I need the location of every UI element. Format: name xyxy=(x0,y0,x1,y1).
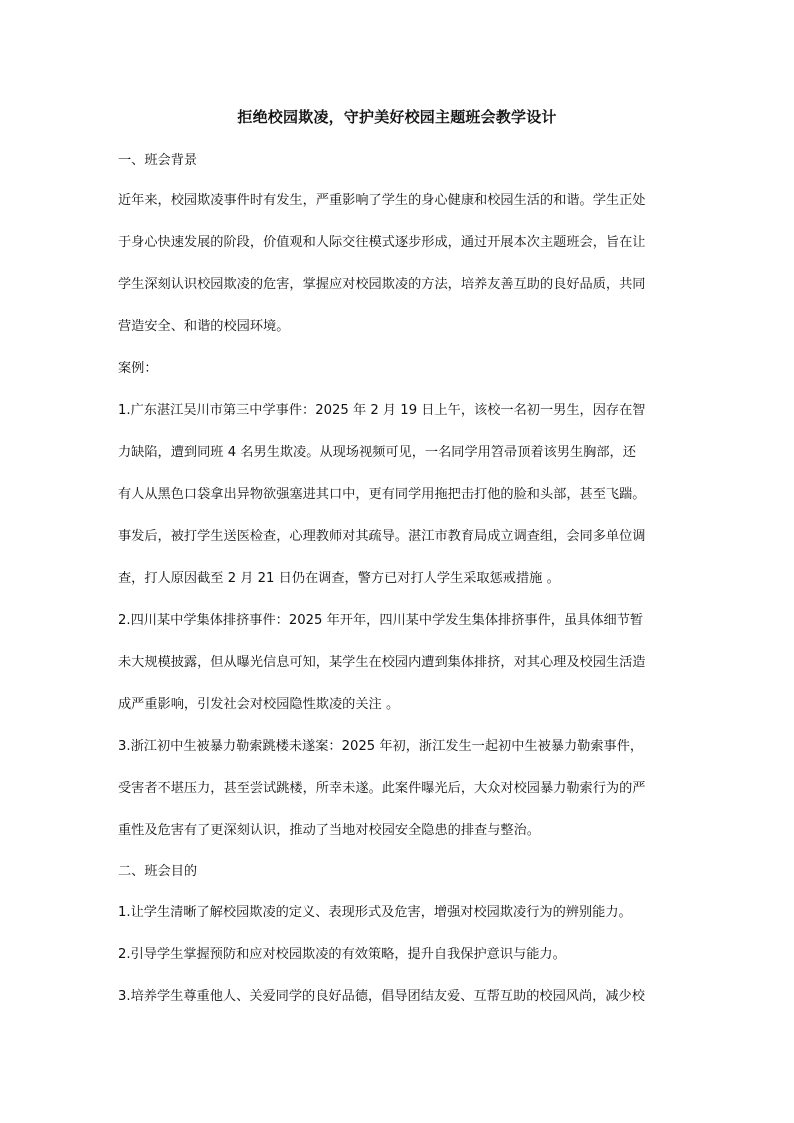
goal-item: 1.让学生清晰了解校园欺凌的定义、表现形式及危害，增强对校园欺凌行为的辨别能力。 xyxy=(118,905,632,920)
section-heading-goals: 二、班会目的 xyxy=(118,864,198,879)
case-line: 查，打人原因截至 2 月 21 日仍在调查，警方已对打人学生采取惩戒措施 。 xyxy=(118,571,560,586)
case-line: 有人从黑色口袋拿出异物欲强塞进其口中，更有同学用拖把击打他的脸和头部，甚至飞踹。 xyxy=(118,487,646,502)
paragraph-line: 近年来，校园欺凌事件时有发生，严重影响了学生的身心健康和校园生活的和谐。学生正处 xyxy=(118,193,646,208)
paragraph-line: 于身心快速发展的阶段，价值观和人际交往模式逐步形成，通过开展本次主题班会，旨在让 xyxy=(118,235,646,250)
case-line: 2.四川某中学集体排挤事件：2025 年开年，四川某中学发生集体排挤事件，虽具体细节暂 xyxy=(118,613,644,628)
goal-item: 3.培养学生尊重他人、关爱同学的良好品德，倡导团结友爱、互帮互助的校园风尚，减少校 xyxy=(118,989,645,1004)
case-line: 成严重影响，引发社会对校园隐性欺凌的关注 。 xyxy=(118,697,400,712)
paragraph-line: 营造安全、和谐的校园环境。 xyxy=(118,319,290,334)
document-title: 拒绝校园欺凌，守护美好校园主题班会教学设计 xyxy=(237,108,557,126)
case-line: 事发后，被打学生送医检查，心理教师对其疏导。湛江市教育局成立调查组，会同多单位调 xyxy=(118,529,646,544)
section-heading-background: 一、班会背景 xyxy=(118,153,198,168)
case-line: 未大规模披露，但从曝光信息可知，某学生在校园内遭到集体排挤，对其心理及校园生活造 xyxy=(118,655,646,670)
case-line: 重性及危害有了更深刻认识，推动了当地对校园安全隐患的排查与整治。 xyxy=(118,823,540,838)
case-line: 1.广东湛江吴川市第三中学事件：2025 年 2 月 19 日上午，该校一名初一男生，因存在智 xyxy=(118,403,646,418)
case-line: 力缺陷，遭到同班 4 名男生欺凌。从现场视频可见，一名同学用笤帚顶着该男生胸部，还 xyxy=(118,445,636,460)
case-line: 受害者不堪压力，甚至尝试跳楼，所幸未遂。此案件曝光后，大众对校园暴力勒索行为的严 xyxy=(118,781,646,796)
paragraph-line: 学生深刻认识校园欺凌的危害，掌握应对校园欺凌的方法，培养友善互助的良好品质，共同 xyxy=(118,277,646,292)
goal-item: 2.引导学生掌握预防和应对校园欺凌的有效策略，提升自我保护意识与能力。 xyxy=(118,947,566,962)
cases-label: 案例： xyxy=(118,361,158,376)
case-line: 3.浙江初中生被暴力勒索跳楼未遂案：2025 年初，浙江发生一起初中生被暴力勒索事件， xyxy=(118,739,644,754)
